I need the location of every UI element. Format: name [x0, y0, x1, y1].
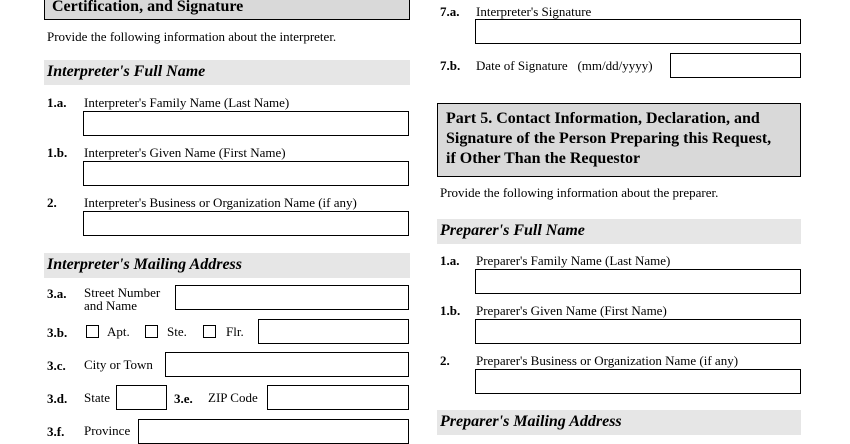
interpreter-intro: Provide the following information about the interpreter.	[47, 29, 337, 44]
flr-checkbox[interactable]	[203, 325, 216, 338]
flr-label: Flr.	[226, 324, 244, 339]
date-num: 7.b.	[440, 58, 461, 73]
item-num: 1.b.	[47, 145, 68, 160]
interpreter-business-name-field[interactable]	[83, 211, 409, 236]
item-num: 2.	[440, 353, 450, 368]
street-label-1: Street Number	[84, 285, 161, 300]
part5-header	[437, 103, 801, 177]
province-num: 3.f.	[47, 424, 65, 439]
unit-number-field[interactable]	[258, 319, 409, 344]
ste-checkbox[interactable]	[145, 325, 158, 338]
preparer-given-name-field[interactable]	[475, 319, 801, 344]
item-label: Interpreter's Family Name (Last Name)	[84, 95, 290, 110]
zip-num: 3.e.	[174, 391, 193, 406]
street-label-2: and Name	[84, 298, 138, 313]
city-label: City or Town	[84, 357, 153, 372]
unit-num: 3.b.	[47, 325, 68, 340]
state-field[interactable]	[116, 385, 167, 410]
state-num: 3.d.	[47, 391, 68, 406]
item-num: 1.a.	[47, 95, 67, 110]
item-label: Interpreter's Given Name (First Name)	[84, 145, 286, 160]
province-label: Province	[84, 423, 131, 438]
zip-field[interactable]	[267, 385, 409, 410]
preparer-business-name-field[interactable]	[475, 369, 801, 394]
interpreter-mailing-section: Interpreter's Mailing Address	[44, 253, 410, 278]
preparer-family-name-field[interactable]	[475, 269, 801, 294]
interpreter-family-name-field[interactable]	[83, 111, 409, 136]
item-label: Preparer's Given Name (First Name)	[476, 303, 667, 318]
ste-label: Ste.	[167, 324, 187, 339]
zip-label: ZIP Code	[208, 390, 258, 405]
interpreter-full-name-section: Interpreter's Full Name	[44, 60, 410, 85]
signature-label: Interpreter's Signature	[476, 4, 592, 19]
item-num: 1.b.	[440, 303, 461, 318]
interpreter-signature-field[interactable]	[475, 19, 801, 44]
item-label: Preparer's Business or Organization Name (if any)	[476, 353, 739, 368]
item-label: Interpreter's Business or Organization Name (if any)	[84, 195, 357, 210]
preparer-full-name-section: Preparer's Full Name	[437, 219, 801, 244]
item-label: Preparer's Family Name (Last Name)	[476, 253, 671, 268]
preparer-mailing-section: Preparer's Mailing Address	[437, 410, 801, 435]
street-field[interactable]	[175, 285, 409, 310]
item-num: 2.	[47, 195, 57, 210]
apt-checkbox[interactable]	[86, 325, 99, 338]
street-num: 3.a.	[47, 286, 67, 301]
preparer-intro: Provide the following information about the preparer.	[440, 185, 719, 200]
part-header-certification	[44, 0, 410, 20]
part5-line-3: if Other Than the Requestor	[446, 150, 641, 167]
signature-num: 7.a.	[440, 4, 460, 19]
date-label: Date of Signature (mm/dd/yyyy)	[476, 58, 653, 73]
apt-label: Apt.	[107, 324, 130, 339]
state-label: State	[84, 390, 110, 405]
province-field[interactable]	[138, 419, 409, 444]
date-of-signature-field[interactable]	[670, 53, 801, 78]
interpreter-given-name-field[interactable]	[83, 161, 409, 186]
part5-line-2: Signature of the Person Preparing this Request,	[446, 130, 772, 147]
part-header-text: Certification, and Signature	[52, 0, 244, 15]
city-num: 3.c.	[47, 358, 66, 373]
city-field[interactable]	[165, 352, 409, 377]
part5-line-1: Part 5. Contact Information, Declaration, and	[446, 110, 760, 127]
item-num: 1.a.	[440, 253, 460, 268]
